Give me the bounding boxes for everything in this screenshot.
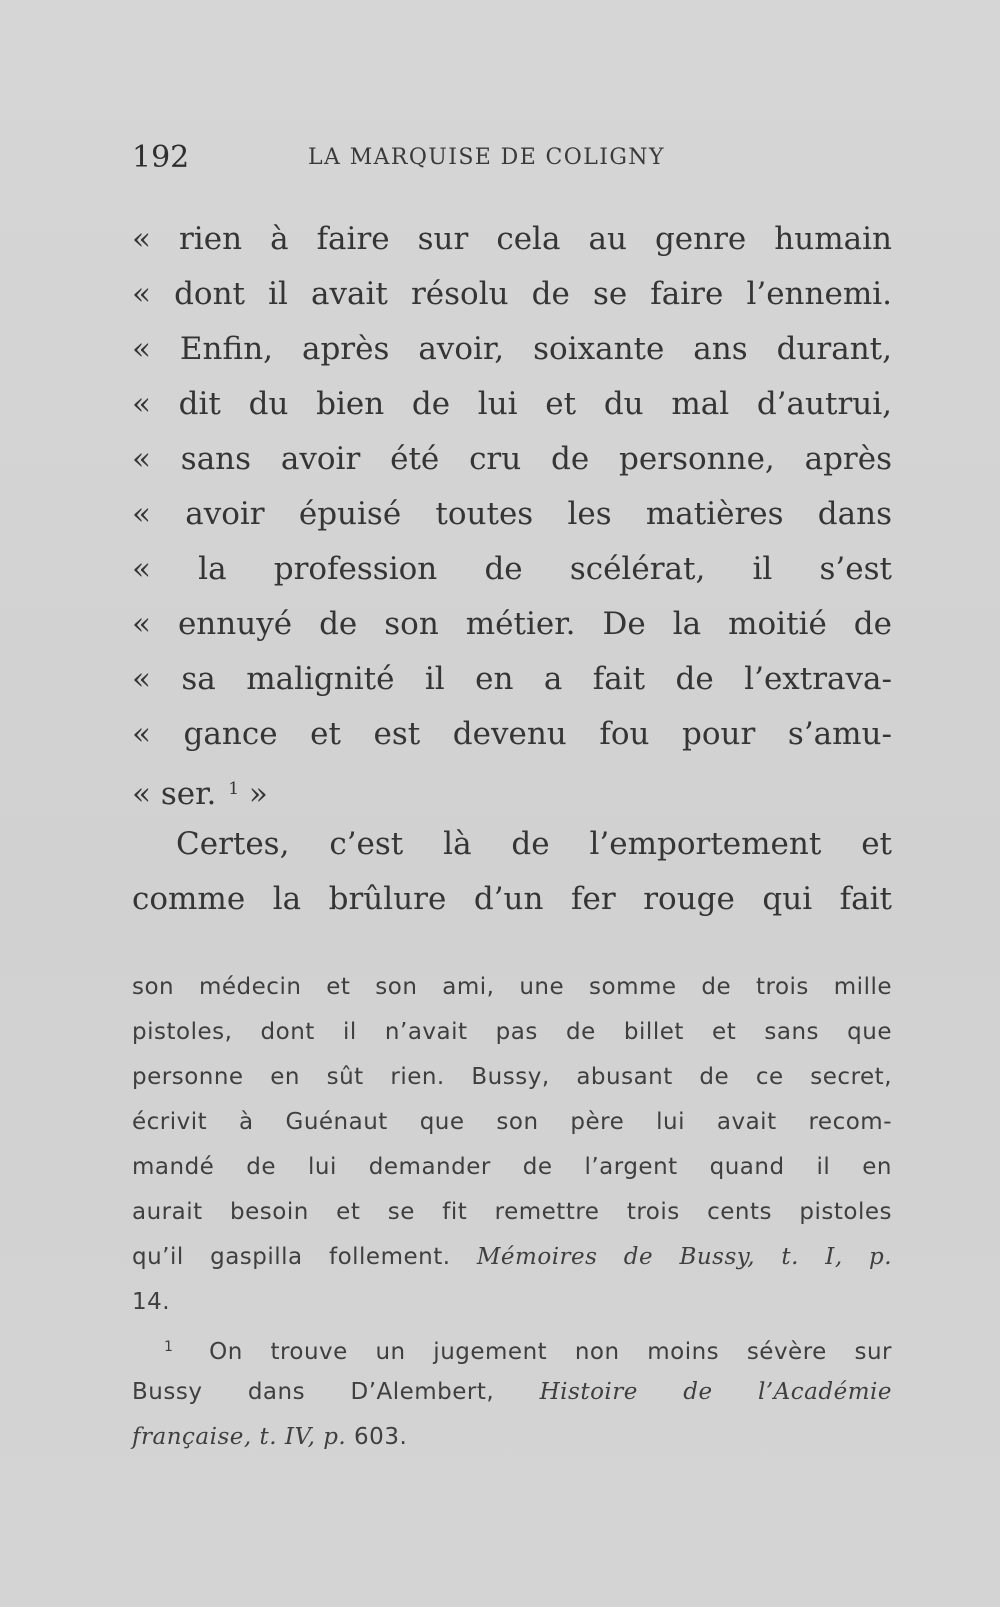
- footnote-line: [132, 1415, 892, 1460]
- note-line: mandé de lui demander de l’argent quand il en: [132, 1154, 892, 1180]
- note-line: aurait besoin et se fit remettre trois cents pistoles: [132, 1199, 892, 1225]
- citation-title: Histoire de l’Académie: [539, 1379, 893, 1405]
- main-line: « la profession de scélérat, il s’est: [132, 551, 892, 587]
- main-line: comme la brûlure d’un fer rouge qui fait: [132, 881, 892, 917]
- main-line: « avoir épuisé toutes les matières dans: [132, 496, 892, 532]
- footnote-text: Bussy dans D’Alembert,: [132, 1379, 495, 1405]
- note-line: personne en sût rien. Bussy, abusant de ce secret,: [132, 1064, 892, 1090]
- quote-ending-text: « ser.: [132, 776, 217, 812]
- running-title: LA MARQUISE DE COLIGNY: [308, 145, 665, 170]
- page-header: [132, 140, 892, 180]
- citation-volume: t. IV, p.: [259, 1424, 347, 1450]
- footnote-text: On trouve un jugement non moins sévère sur: [209, 1339, 892, 1365]
- main-line-end-quote: [132, 762, 892, 817]
- citation-title-continued: française,: [132, 1424, 252, 1450]
- note-line: 14.: [132, 1289, 171, 1315]
- main-line: « dont il avait résolu de se faire l’ennemi.: [132, 276, 892, 312]
- main-line: « sa malignité il en a fait de l’extrava-: [132, 661, 892, 697]
- note-line-citation: [132, 1235, 892, 1280]
- main-line: « sans avoir été cru de personne, après: [132, 441, 892, 477]
- footnote-line: [132, 1370, 892, 1415]
- note-text: qu’il gaspilla follement.: [132, 1244, 451, 1270]
- main-line: « ennuyé de son métier. De la moitié de: [132, 606, 892, 642]
- footnote-mark: 1: [164, 1339, 174, 1355]
- main-text: [132, 212, 892, 927]
- note-line: son médecin et son ami, une somme de trois mille: [132, 974, 892, 1000]
- main-line: « dit du bien de lui et du mal d’autrui,: [132, 386, 892, 422]
- citation-title: Mémoires de Bussy,: [476, 1244, 756, 1270]
- note-line: écrivit à Guénaut que son père lui avait recom-: [132, 1109, 892, 1135]
- footnote-reference: 1: [228, 779, 240, 799]
- main-line: « rien à faire sur cela au genre humain: [132, 221, 892, 257]
- closing-quote-mark: »: [248, 776, 268, 812]
- main-line: Certes, c’est là de l’emportement et: [176, 826, 892, 862]
- notes-section: [132, 965, 892, 1460]
- page-number: 192: [132, 140, 190, 175]
- footnote-line: [132, 1325, 892, 1370]
- citation-page: 603.: [354, 1424, 408, 1450]
- main-line: « Enfin, après avoir, soixante ans durant,: [132, 331, 892, 367]
- note-line: pistoles, dont il n’avait pas de billet et sans que: [132, 1019, 892, 1045]
- citation-volume: t. I, p.: [781, 1244, 893, 1270]
- main-line: « gance et est devenu fou pour s’amu-: [132, 716, 892, 752]
